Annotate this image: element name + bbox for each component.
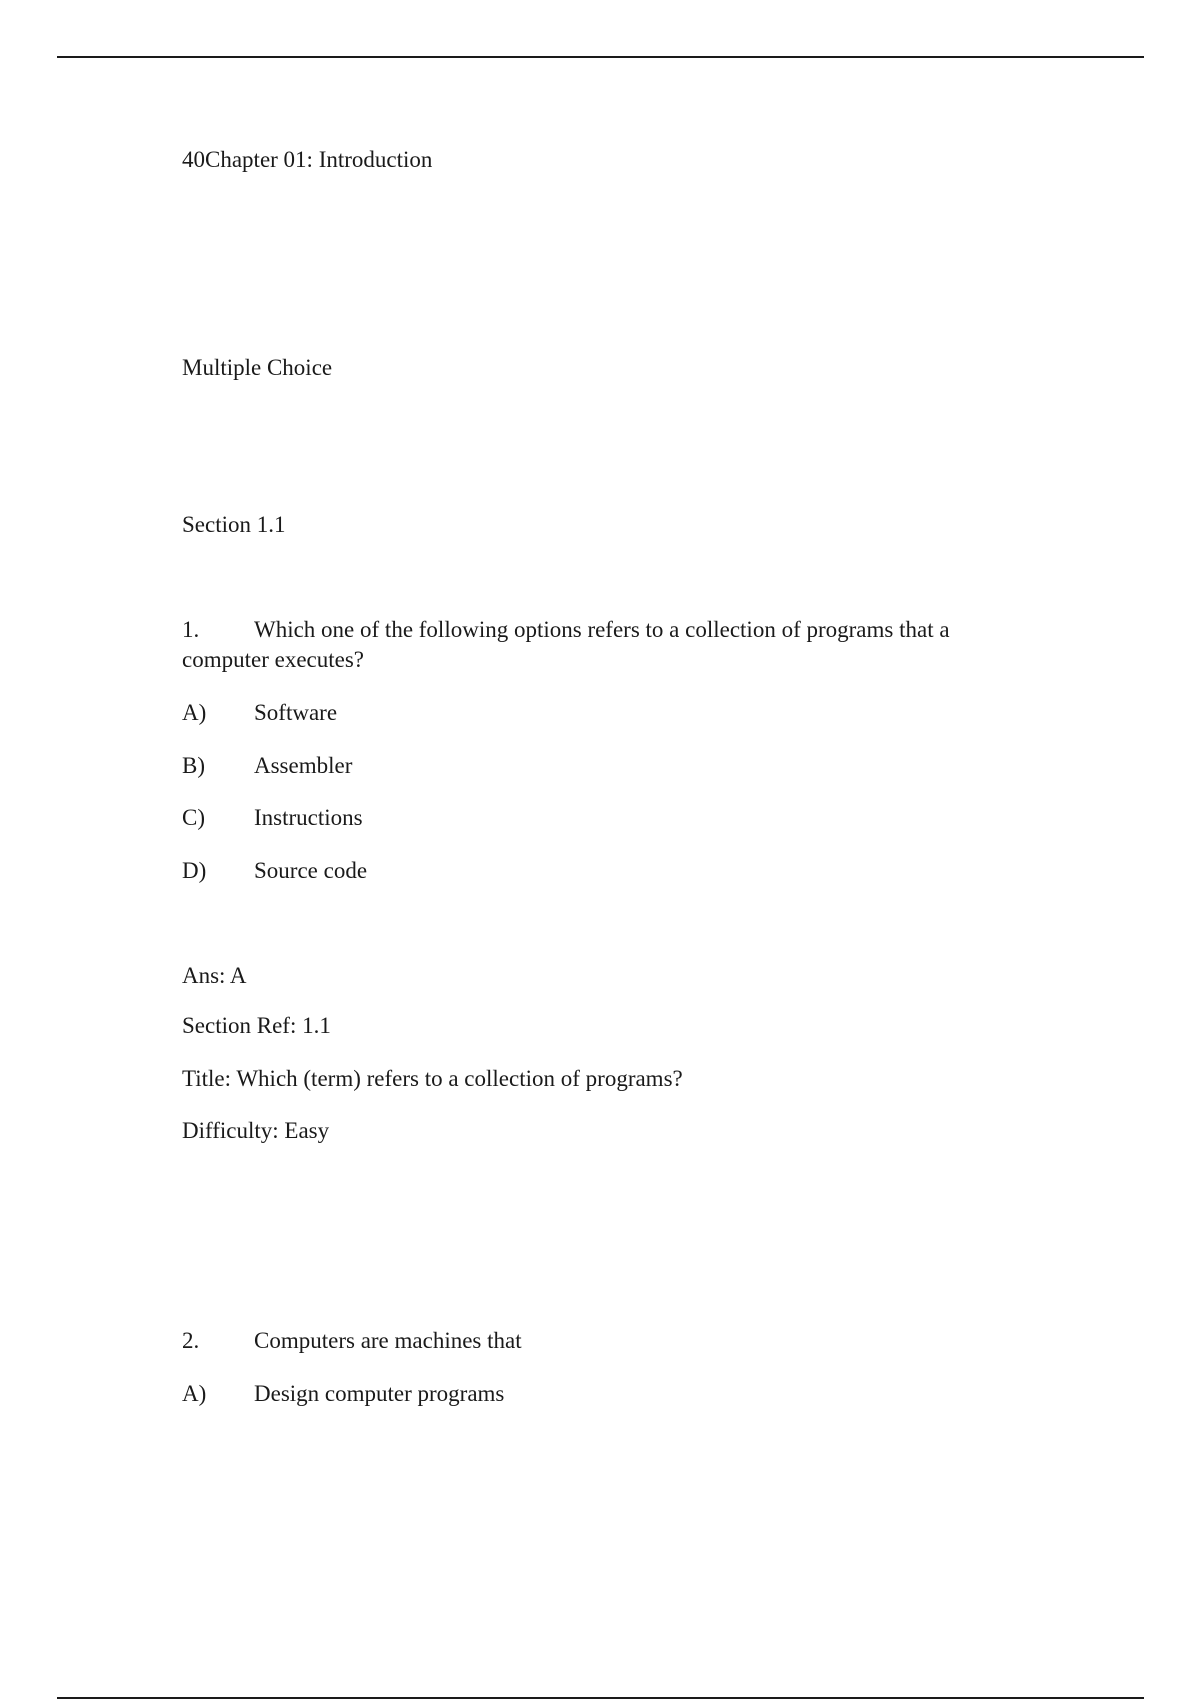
- question-1: [182, 615, 1002, 675]
- option-a: [182, 698, 337, 728]
- question-text: Which one of the following options refers to a collection of programs that a computer executes?: [182, 617, 950, 672]
- option-c: [182, 803, 363, 833]
- option-d: [182, 856, 367, 886]
- question-title: Title: Which (term) refers to a collection of programs?: [182, 1066, 683, 1091]
- question-text: Computers are machines that: [254, 1328, 522, 1353]
- section-label: Section 1.1: [182, 512, 286, 537]
- option-text: Design computer programs: [254, 1381, 505, 1406]
- option-text: Assembler: [254, 753, 353, 778]
- option-letter: A): [182, 700, 207, 725]
- option-a: [182, 1379, 504, 1409]
- section-ref: Section Ref: 1.1: [182, 1013, 331, 1038]
- question-number: 1.: [182, 617, 200, 642]
- option-text: Instructions: [254, 805, 363, 830]
- answer: Ans: A: [182, 963, 247, 988]
- question-number: 2.: [182, 1328, 200, 1353]
- option-letter: D): [182, 858, 207, 883]
- option-letter: B): [182, 753, 205, 778]
- difficulty: Difficulty: Easy: [182, 1118, 330, 1143]
- question-2: [182, 1326, 1002, 1356]
- option-letter: A): [182, 1381, 207, 1406]
- option-letter: C): [182, 805, 205, 830]
- top-rule: [57, 56, 1144, 58]
- option-b: [182, 751, 352, 781]
- option-text: Software: [254, 700, 338, 725]
- bottom-rule: [57, 1697, 1144, 1699]
- section-heading: Multiple Choice: [182, 355, 333, 380]
- chapter-title: 40Chapter 01: Introduction: [182, 147, 433, 172]
- option-text: Source code: [254, 858, 368, 883]
